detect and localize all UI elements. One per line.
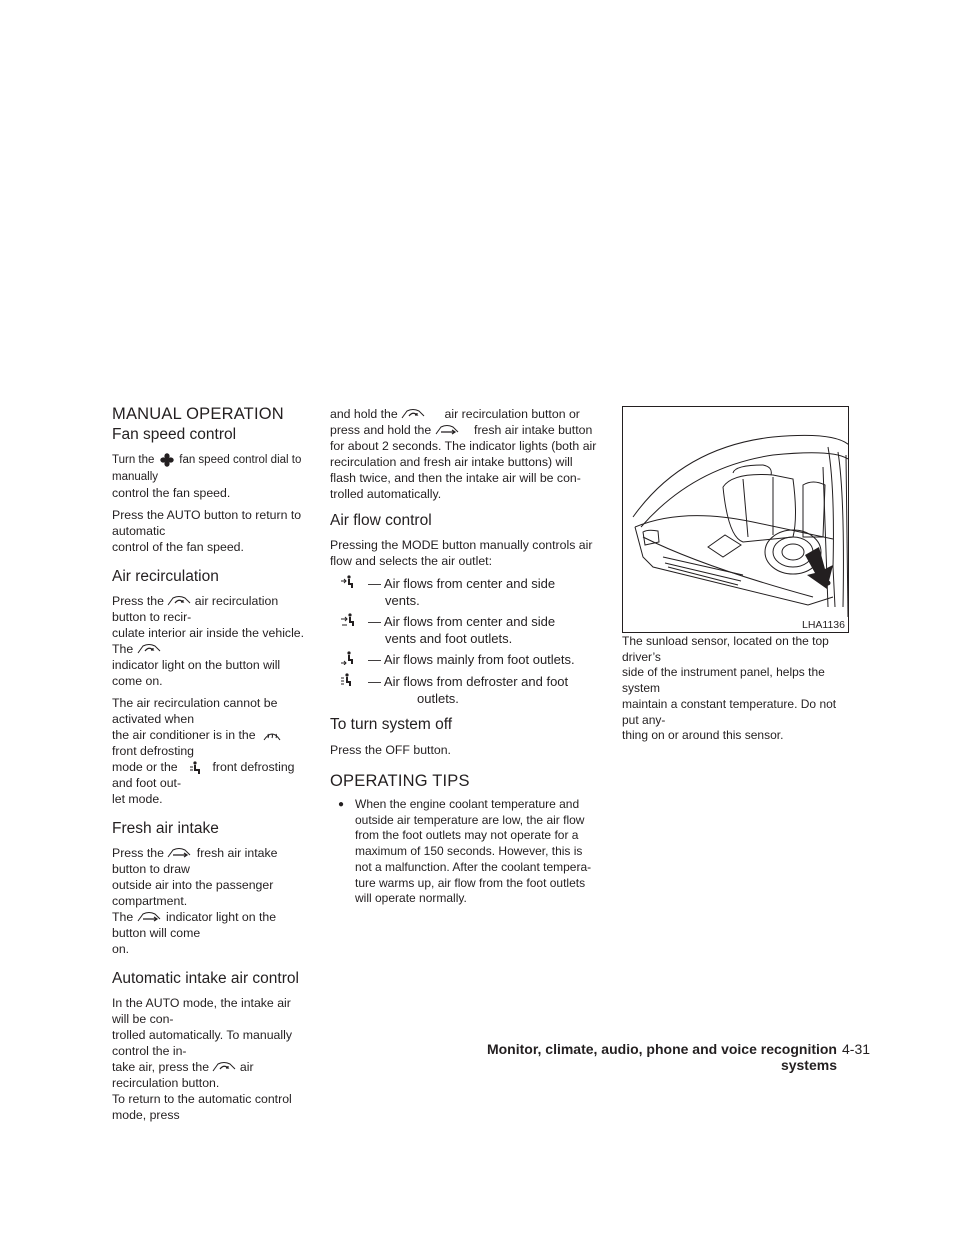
front-defrost-icon	[262, 729, 282, 742]
auto-paragraph-1: In the AUTO mode, the intake air will be con- trolled automatically. To manually control the in- take air, press the air recirculation button. To return to the automatic control mode, press	[112, 996, 292, 1122]
air-recirculation-heading: Air recirculation	[112, 568, 219, 585]
fresh-air-icon	[435, 424, 461, 437]
tip-item: ● When the engine coolant temperature and outside air temperature are low, the air flow from the foot outlets may not operate for a maximum of 150 seconds. However, this is not a malfunction. After the coolant tempera- ture warms up, air flow from the foot outlets will operate normally.	[330, 797, 602, 907]
face-vent-icon	[330, 575, 368, 593]
recirculation-icon	[401, 408, 425, 421]
recirculation-icon	[167, 595, 191, 608]
bullet-marker: ●	[338, 799, 345, 810]
fan-paragraph-2: Press the AUTO button to return to automatic control of the fan speed.	[112, 508, 302, 554]
auto-continued-paragraph: and hold the air recirculation button or press and hold the fresh air intake button for about 2 seconds. The indicator lights (both air recirculation and fresh air intake buttons) will flash twice, and then the intake air will be con- trolled automatically.	[330, 407, 597, 501]
recirc-paragraph-2: The air recirculation cannot be activated when the air conditioner is in the front defrosting mode or the front defrosting and foot out- let mode.	[112, 696, 295, 806]
sunload-sensor-figure	[622, 406, 849, 633]
column-1	[112, 404, 310, 1123]
fresh-air-icon	[167, 847, 193, 860]
recirc-paragraph-1: Press the air recirculation button to recir- culate interior air inside the vehicle. The indicator light on the button will come on.	[112, 594, 305, 688]
manual-operation-heading: MANUAL OPERATION	[112, 405, 284, 423]
bi-level-icon	[330, 613, 368, 631]
fan-speed-heading: Fan speed control	[112, 426, 237, 443]
fresh-air-heading: Fresh air intake	[112, 820, 219, 837]
air-flow-heading: Air flow control	[330, 512, 432, 529]
fan-icon	[160, 453, 174, 467]
airflow-paragraph: Pressing the MODE button manually controls air flow and selects the air outlet:	[330, 538, 593, 568]
recirculation-icon	[212, 1061, 236, 1074]
fan-paragraph-1: Turn the fan speed control dial to manually control the fan speed.	[112, 454, 302, 500]
section-title: Monitor, climate, audio, phone and voice recognition systems	[486, 1041, 837, 1073]
turn-off-paragraph: Press the OFF button.	[330, 743, 451, 757]
sunload-sensor-paragraph: The sunload sensor, located on the top driver’s side of the instrument panel, helps the system maintain a constant temperature. Do not put any- thing on or around this sensor.	[622, 634, 837, 743]
automatic-intake-heading: Automatic intake air control	[112, 970, 299, 987]
mode-row-foot: — Air flows mainly from foot outlets.	[330, 651, 602, 669]
page-number: 4-31	[842, 1041, 871, 1057]
mode-row-bilevel: — Air flows from center and side vents and foot outlets.	[330, 613, 602, 647]
dashboard-illustration	[623, 407, 848, 632]
figure-code: LHA1136	[801, 619, 845, 631]
recirculation-icon	[137, 643, 161, 656]
mode-row-defrost-foot: — Air flows from defroster and foot outlets.	[330, 673, 602, 707]
foot-vent-icon	[330, 651, 368, 669]
mode-row-face: — Air flows from center and side vents.	[330, 575, 602, 609]
fresh-paragraph-1: Press the fresh air intake button to draw outside air into the passenger compartment. The indicator light on the button will come on.	[112, 846, 278, 956]
fresh-air-icon	[137, 911, 163, 924]
column-2	[330, 406, 602, 907]
defrost-foot-icon	[189, 761, 201, 775]
turn-off-heading: To turn system off	[330, 716, 453, 733]
mode-list	[330, 575, 602, 707]
defrost-foot-icon	[330, 673, 368, 691]
column-3	[622, 634, 852, 744]
operating-tips-heading: OPERATING TIPS	[330, 772, 470, 790]
